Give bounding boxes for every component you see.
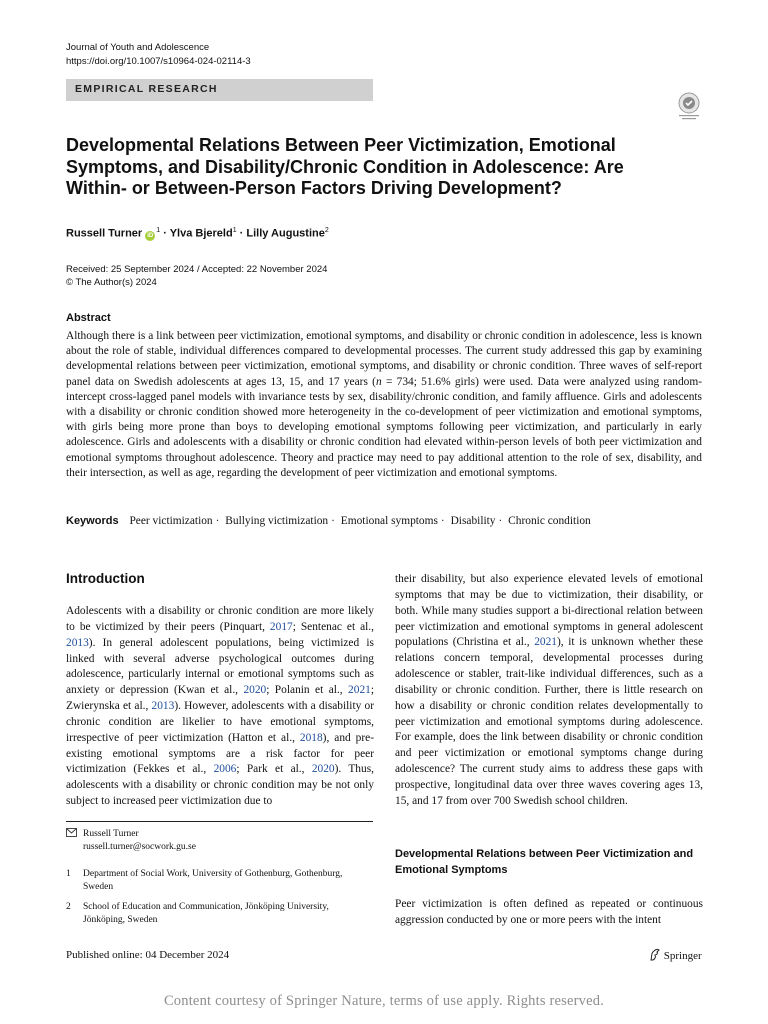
author-affiliation-mark: 1 — [156, 227, 161, 234]
journal-name: Journal of Youth and Adolescence — [66, 42, 210, 53]
author-affiliation-mark: 1 — [232, 227, 237, 234]
author-name[interactable]: Russell Turner — [66, 227, 143, 240]
affiliation-mark: 2 — [66, 902, 71, 912]
affiliation-text: School of Education and Communication, Jönköping University, Jönköping, Sweden — [83, 902, 329, 925]
orcid-icon[interactable]: iD — [147, 232, 154, 239]
journal-header — [66, 41, 251, 69]
subsection-paragraph: Peer victimization is often defined as repeated or continuous aggression conducted by one or more peers with the intent — [395, 898, 703, 926]
abstract-sample-size-symbol: n — [375, 375, 382, 388]
body-text: ). Thus, adolescents with a disability or chronic condition may be not only subject to increased peer victimization due to — [66, 763, 374, 808]
publisher-logo — [649, 948, 702, 962]
check-for-updates-icon — [676, 92, 702, 122]
citation-link[interactable]: 2013 — [66, 636, 89, 649]
citation-link[interactable]: 2017 — [269, 620, 293, 633]
doi-link[interactable]: https://doi.org/10.1007/s10964-024-02114-3 — [66, 56, 251, 67]
affiliation-2 — [66, 901, 373, 926]
springer-horse-icon — [649, 948, 661, 961]
keyword-separator: · — [498, 515, 503, 527]
body-text: ), it is unknown whether these relations concern temporal, developmental processes during adolescence or stabler, trait-like individual differences, such as a disability or chronic condition. Further, there is little research on how a disability or chronic condition relates developmentally to peer victimization and emotional symptoms during adolescence. For example, does the link between disability or chronic condition and peer victimization or emotional symptoms change during adolescence? The current study aims to address these gaps with prospective, longitudinal data over three waves covering ages 13, 15, and 17 from over 700 Swedish school children. — [395, 636, 704, 807]
author-separator: · — [239, 227, 247, 240]
body-text: ), and pre-existing emotional symptoms are a risk factor for peer victimization (Fekkes et al., — [66, 731, 374, 776]
author-separator: · — [163, 227, 170, 240]
keywords-line — [66, 515, 591, 527]
citation-link[interactable]: 2021 — [348, 684, 371, 697]
article-dates — [66, 263, 327, 289]
body-text: ). However, adolescents with a disability or chronic condition are likelier to have emotional symptoms, irrespective of peer victimization (Hatton et al., — [66, 700, 375, 744]
keyword: Bullying victimization — [225, 515, 329, 527]
body-text: their disability, but also experience elevated levels of emotional symptoms that may be due to victimization, their disability, or both. While many studies support a bi-directional relation between peer victimization and emotional symptoms in general adolescent populations (Christina et al., — [395, 573, 703, 649]
abstract-heading: Abstract — [66, 312, 111, 324]
section-banner-label: EMPIRICAL RESEARCH — [75, 83, 218, 95]
keyword-separator: · — [331, 515, 335, 527]
courtesy-notice: Content courtesy of Springer Nature, terms of use apply. Rights reserved. — [163, 993, 605, 1009]
keywords-heading: Keywords — [66, 515, 119, 527]
citation-link[interactable]: 2018 — [299, 731, 323, 744]
author-list — [66, 227, 329, 241]
author-name[interactable]: Ylva Bjereld — [169, 227, 233, 240]
footnote-divider — [66, 821, 373, 822]
abstract-text-part: Although there is a link between peer victimization, emotional symptoms, and disability or chronic condition in adolescence, less is known about the role of stable, individual differences compared to developmental processes. The current study addressed this gap by examining developmental relations between peer victimization, emotional symptoms, and disability or chronic condition. Three waves of self-report panel data on Swedish adolescents at ages 13, 15, and 17 years ( — [66, 330, 702, 388]
affiliation-1 — [66, 868, 353, 893]
keyword: Emotional symptoms — [340, 515, 438, 527]
section-banner — [66, 79, 373, 101]
citation-link[interactable]: 2020 — [243, 684, 267, 697]
subsection-heading: Developmental Relations between Peer Victimization and Emotional Symptoms — [395, 848, 694, 876]
keyword-separator: · — [215, 515, 220, 527]
citation-link[interactable]: 2013 — [151, 700, 175, 713]
body-text: ; Sentenac et al., — [292, 620, 374, 633]
body-text: Adolescents with a disability or chronic condition are more likely to be victimized by their peers (Pinquart, — [66, 605, 374, 633]
body-text: ; Park et al., — [236, 763, 312, 776]
check-for-updates-badge[interactable] — [676, 92, 702, 122]
author-affiliation-mark: 2 — [324, 227, 329, 234]
citation-link[interactable]: 2006 — [213, 763, 237, 776]
keyword: Disability — [450, 515, 496, 527]
copyright-line: © The Author(s) 2024 — [66, 277, 157, 288]
corresponding-author-email[interactable]: russell.turner@socwork.gu.se — [83, 841, 196, 852]
introduction-paragraph-right — [395, 572, 703, 810]
keyword: Chronic condition — [508, 515, 591, 527]
affiliation-mark: 1 — [66, 869, 71, 879]
body-text: ). In general adolescent populations, being victimized is linked with several adverse psychological outcomes during adolescence, particularly internal or emotional symptoms such as anxiety or depression (Kwan et al., — [66, 636, 374, 697]
body-text: ; Polanin et al., — [266, 684, 349, 697]
envelope-icon — [66, 828, 80, 842]
keyword: Peer victimization — [129, 515, 213, 527]
publisher-name: Springer — [663, 950, 702, 962]
citation-link[interactable]: 2021 — [534, 636, 557, 649]
citation-link[interactable]: 2020 — [311, 763, 335, 776]
author-name[interactable]: Lilly Augustine — [246, 227, 325, 240]
received-accepted-dates: Received: 25 September 2024 / Accepted: 22 November 2024 — [66, 264, 328, 275]
abstract-text — [66, 329, 702, 481]
body-text: ; Zwierynska et al., — [66, 684, 374, 713]
introduction-heading: Introduction — [66, 571, 145, 586]
article-title: Developmental Relations Between Peer Victimization, Emotional Symptoms, and Disability/Chronic Condition in Adolescence: Are Within- or Between-Person Factors Driving Development? — [66, 135, 624, 198]
corresponding-author — [66, 828, 196, 853]
introduction-paragraph-left — [66, 604, 374, 810]
corresponding-author-name: Russell Turner — [83, 829, 139, 839]
abstract-text-part: = 734; 51.6% girls) were used. Data were analyzed using random-intercept cross-lagged panel models with invariance tests by sex, disability/chronic condition, and family affluence. Girls and adolescents with a disability or chronic condition showed more heterogeneity in the co-development of peer victimization and emotional symptoms, with girls being more prone than boys to developing emotional symptoms following peer victimization, and particularly in early adolescence. Girls and adolescents with a disability or chronic condition had elevated within-person levels of both peer victimization and emotional symptoms throughout adolescence. Theory and practice may need to pay additional attention to the role of sex, disability, and their intersection, as well as age, regarding the development of peer victimization and emotional symptoms. — [66, 375, 702, 479]
keyword-separator: · — [440, 515, 445, 527]
affiliation-text: Department of Social Work, University of Gothenburg, Gothenburg, Sweden — [83, 869, 343, 892]
published-online-date: Published online: 04 December 2024 — [66, 949, 230, 961]
